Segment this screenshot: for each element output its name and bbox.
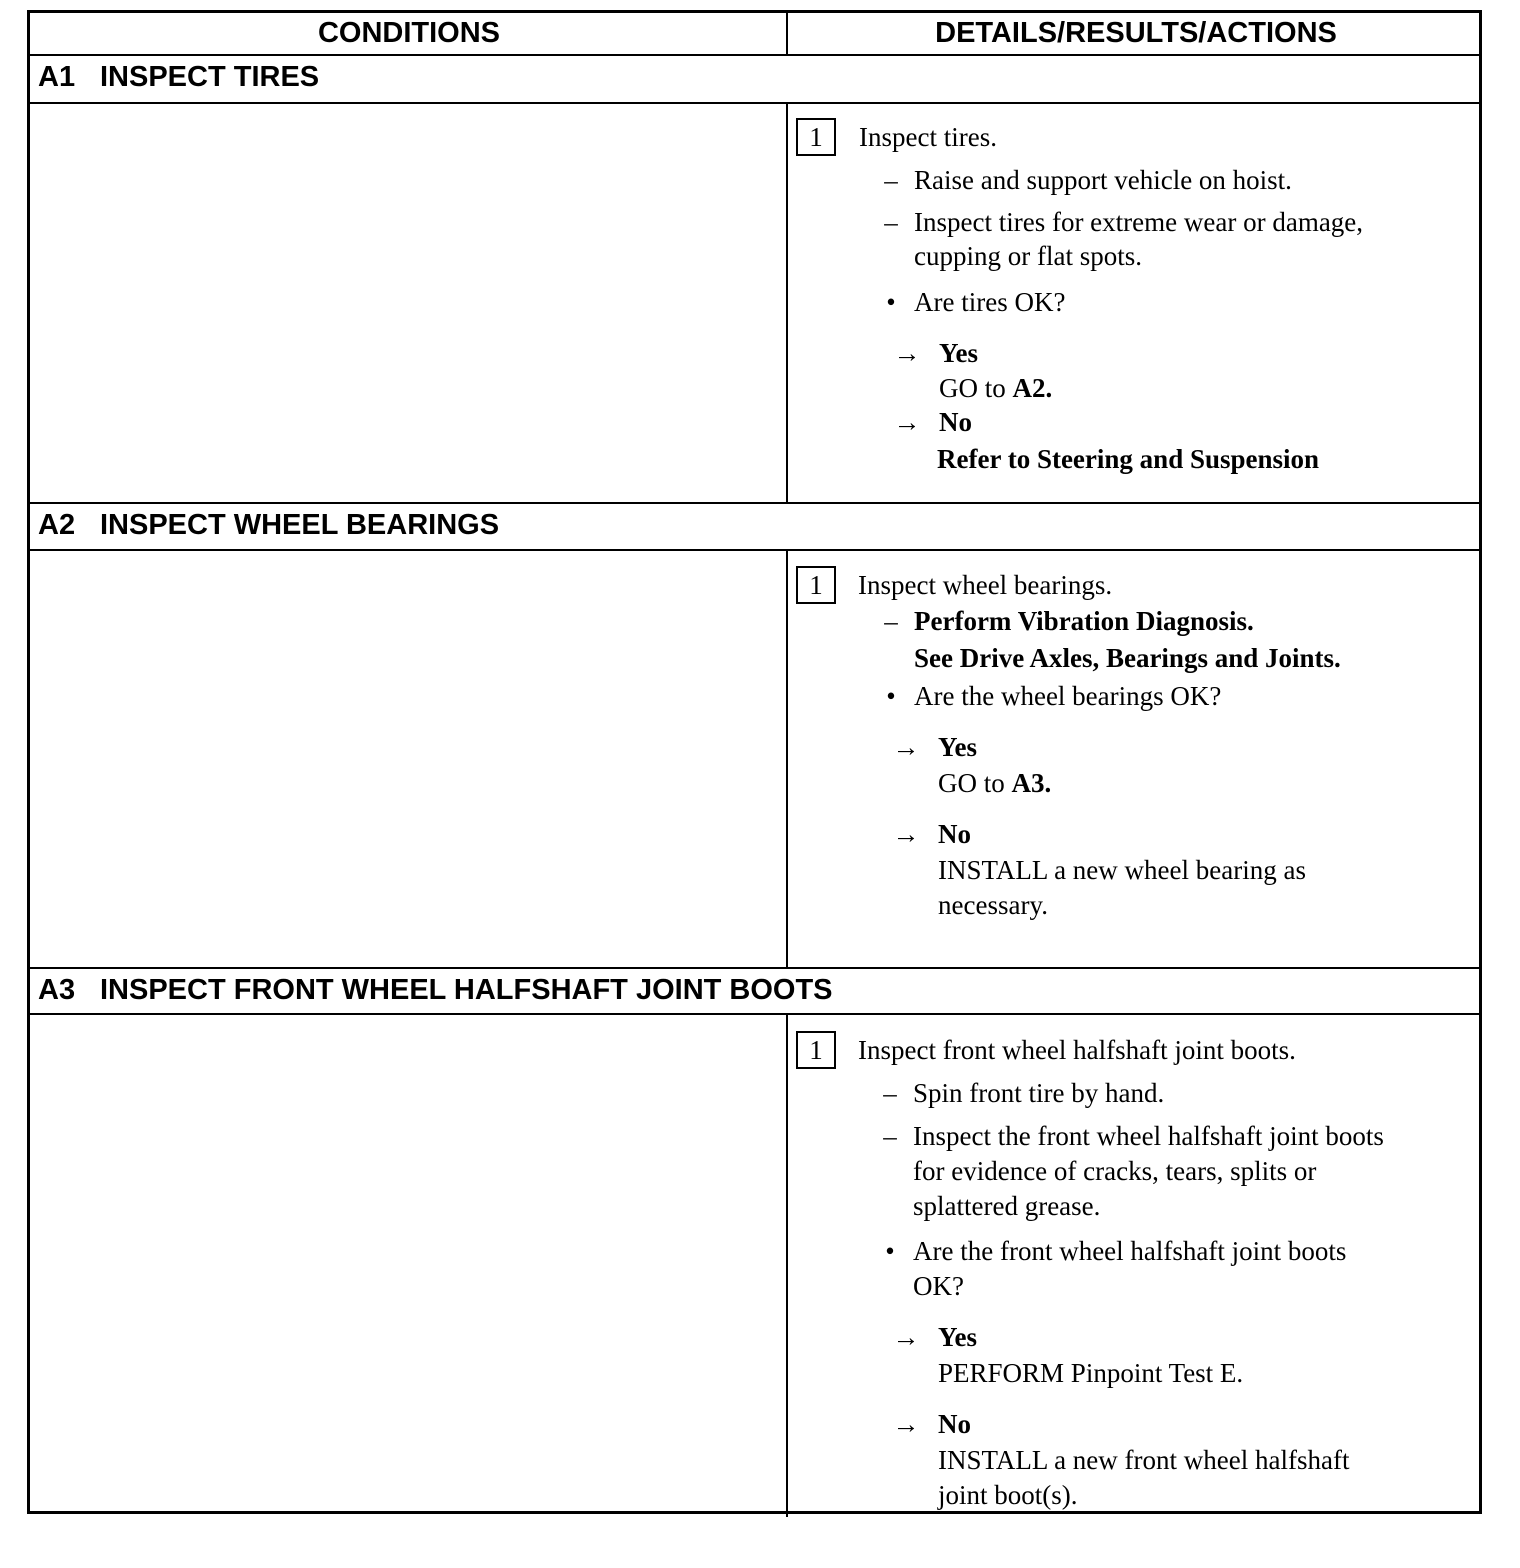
arrow-icon: →: [893, 407, 921, 437]
bullet-marker: •: [886, 681, 896, 711]
no-action: necessary.: [938, 890, 1048, 920]
no-label: No: [939, 407, 972, 437]
details-cell-a1: [788, 104, 1479, 502]
step-reference-link[interactable]: A2.: [1012, 373, 1053, 403]
arrow-icon: →: [892, 1322, 920, 1352]
no-label: No: [938, 819, 971, 849]
dash-marker: –: [883, 1078, 897, 1108]
action-text: Perform Vibration Diagnosis.: [914, 606, 1254, 636]
bullet-marker: •: [885, 1236, 895, 1266]
diagnostic-table: [27, 10, 1482, 1514]
no-label: No: [938, 1409, 971, 1439]
conditions-header: CONDITIONS: [317, 17, 501, 49]
step-id: A1: [38, 61, 76, 93]
dash-marker: –: [883, 1121, 897, 1151]
step-main-text: Inspect tires.: [859, 122, 997, 152]
no-action: INSTALL a new front wheel halfshaft: [938, 1445, 1350, 1475]
divider: [786, 13, 788, 56]
yes-action: GO to A3.: [938, 768, 1052, 798]
step-name: INSPECT WHEEL BEARINGS: [100, 509, 500, 541]
no-action: joint boot(s).: [938, 1480, 1078, 1510]
no-action: Refer to Steering and Suspension: [937, 444, 1320, 474]
yes-action: GO to A2.: [939, 373, 1053, 403]
action-text: splattered grease.: [913, 1191, 1101, 1221]
arrow-icon: →: [892, 819, 920, 849]
step-title-a1: [38, 56, 319, 98]
details-cell-a2: [788, 551, 1479, 967]
step-id: A2: [38, 509, 76, 541]
action-text: for evidence of cracks, tears, splits or: [913, 1156, 1317, 1186]
details-header: DETAILS/RESULTS/ACTIONS: [935, 17, 1337, 49]
step-number-box: 1: [796, 1031, 836, 1069]
no-action: INSTALL a new wheel bearing as: [938, 855, 1306, 885]
step-title-a2: [38, 504, 499, 546]
question-text: Are tires OK?: [914, 287, 1066, 317]
step-name: INSPECT FRONT WHEEL HALFSHAFT JOINT BOOTS: [100, 974, 833, 1006]
action-text: Inspect tires for extreme wear or damage,: [914, 207, 1364, 237]
question-text: Are the front wheel halfshaft joint boots: [913, 1236, 1347, 1266]
arrow-icon: →: [892, 1409, 920, 1439]
step-number-box: 1: [796, 118, 836, 156]
question-text: OK?: [913, 1271, 964, 1301]
question-text: Are the wheel bearings OK?: [914, 681, 1222, 711]
dash-marker: –: [884, 165, 898, 195]
yes-action: PERFORM Pinpoint Test E.: [938, 1358, 1244, 1388]
action-text: Raise and support vehicle on hoist.: [914, 165, 1292, 195]
yes-label: Yes: [938, 1322, 977, 1352]
dash-marker: –: [884, 606, 898, 636]
bullet-marker: •: [886, 287, 896, 317]
step-id: A3: [38, 974, 76, 1006]
yes-label: Yes: [938, 732, 977, 762]
step-title-a3: [38, 969, 833, 1011]
yes-label: Yes: [939, 338, 978, 368]
details-cell-a3: [788, 1015, 1479, 1514]
action-text: cupping or flat spots.: [914, 241, 1142, 271]
action-text: See Drive Axles, Bearings and Joints.: [914, 643, 1341, 673]
step-main-text: Inspect wheel bearings.: [858, 570, 1113, 600]
arrow-icon: →: [893, 338, 921, 368]
action-text: Inspect the front wheel halfshaft joint boots: [913, 1121, 1384, 1151]
step-reference-link[interactable]: A3.: [1011, 768, 1052, 798]
action-text: Spin front tire by hand.: [913, 1078, 1165, 1108]
step-name: INSPECT TIRES: [100, 61, 320, 93]
step-main-text: Inspect front wheel halfshaft joint boots.: [858, 1035, 1296, 1065]
dash-marker: –: [884, 207, 898, 237]
step-number-box: 1: [796, 566, 836, 604]
arrow-icon: →: [892, 732, 920, 762]
